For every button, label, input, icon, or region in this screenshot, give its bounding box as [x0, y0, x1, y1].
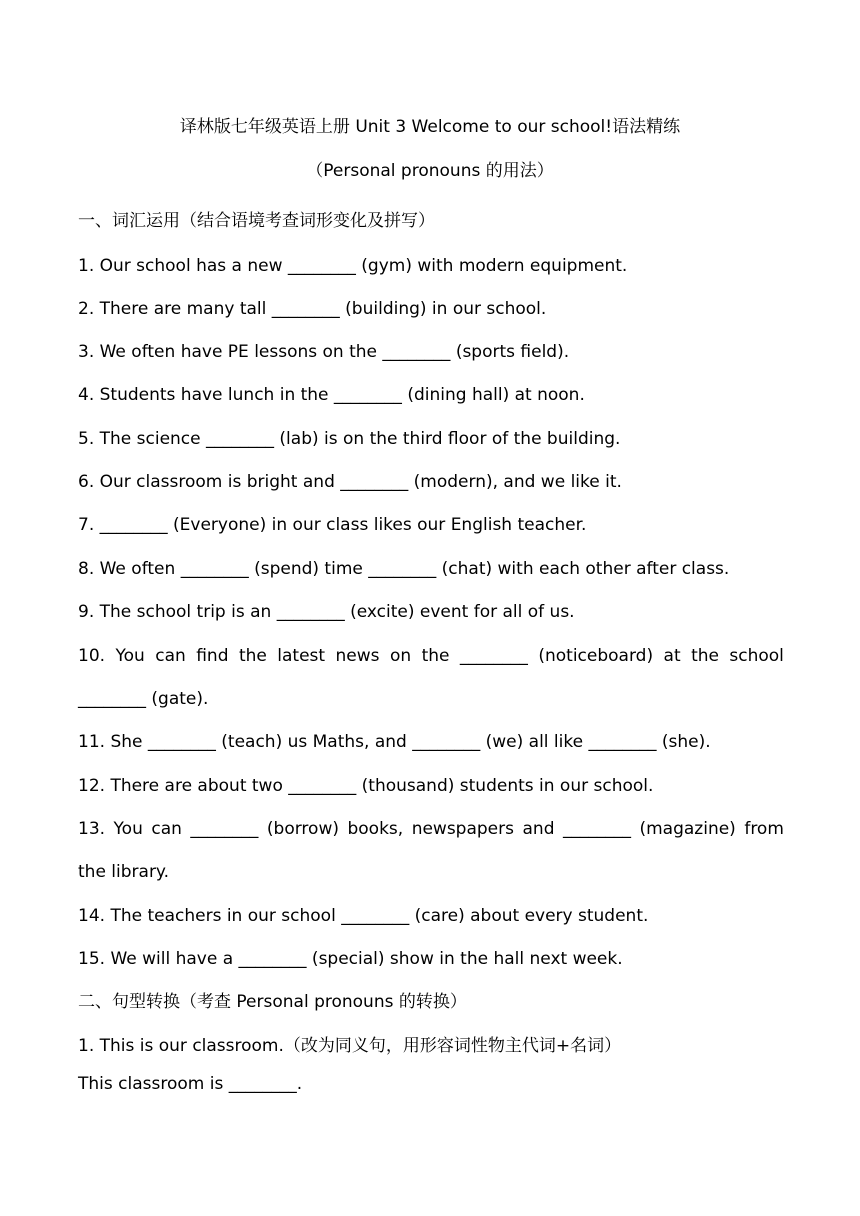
sentence-word: ________	[459, 646, 528, 666]
sentence-word: the	[238, 646, 267, 666]
sentence-word: from	[744, 819, 784, 839]
sentence-word: find	[196, 646, 229, 666]
sentence-word: can	[155, 646, 186, 666]
sentence-word: (magazine)	[639, 819, 736, 839]
page-subtitle: （Personal pronouns 的用法）	[306, 161, 554, 181]
exercise-item-3: 3. We often have PE lessons on the ________ (sports field).	[78, 342, 570, 362]
page-title: 译林版七年级英语上册 Unit 3 Welcome to our school!语法精练	[179, 117, 681, 137]
exercise-item-9: 9. The school trip is an ________ (excite) event for all of us.	[78, 602, 575, 622]
sentence-word: can	[151, 819, 182, 839]
exercise-item-13	[78, 817, 784, 841]
sentence-word: on	[389, 646, 412, 666]
sentence-word: ________	[190, 819, 259, 839]
section-1-heading: 一、词汇运用（结合语境考查词形变化及拼写）	[78, 211, 435, 231]
exercise-item-5: 5. The science ________ (lab) is on the third floor of the building.	[78, 429, 621, 449]
exercise-item-15: 15. We will have a ________ (special) show in the hall next week.	[78, 949, 623, 969]
exercise-item-11: 11. She ________ (teach) us Maths, and ________ (we) all like ________ (she).	[78, 732, 711, 752]
exercise-item-10	[78, 644, 784, 668]
exercise-item-14: 14. The teachers in our school ________ (care) about every student.	[78, 906, 649, 926]
sentence-word: (noticeboard)	[538, 646, 654, 666]
sentence-word: 10.	[78, 646, 106, 666]
sentence-word: You	[115, 646, 145, 666]
sentence-word: newspapers	[411, 819, 514, 839]
exercise-item-4: 4. Students have lunch in the ________ (dining hall) at noon.	[78, 385, 585, 405]
sentence-word: (borrow)	[266, 819, 339, 839]
sentence-word: school	[729, 646, 784, 666]
sentence-word: books,	[347, 819, 404, 839]
transform-item-1-answer-line: This classroom is ________.	[78, 1074, 303, 1094]
sentence-word: and	[522, 819, 555, 839]
sentence-word: ________	[562, 819, 631, 839]
exercise-item-8: 8. We often ________ (spend) time ________ (chat) with each other after class.	[78, 559, 730, 579]
sentence-word: news	[335, 646, 380, 666]
exercise-item-12: 12. There are about two ________ (thousand) students in our school.	[78, 776, 654, 796]
exercise-item-2: 2. There are many tall ________ (building) in our school.	[78, 299, 547, 319]
sentence-word: the	[691, 646, 719, 666]
sentence-word: 13.	[78, 819, 106, 839]
exercise-item-7: 7. ________ (Everyone) in our class likes our English teacher.	[78, 515, 587, 535]
transform-item-1: 1. This is our classroom.（改为同义句，用形容词性物主代词+名词）	[78, 1036, 622, 1056]
exercise-item-6: 6. Our classroom is bright and ________ (modern), and we like it.	[78, 472, 622, 492]
section-2-heading: 二、句型转换（考查 Personal pronouns 的转换）	[78, 992, 467, 1012]
exercise-item-1: 1. Our school has a new ________ (gym) with modern equipment.	[78, 256, 628, 276]
exercise-item-13-continuation: the library.	[78, 862, 169, 882]
sentence-word: the	[421, 646, 450, 666]
sentence-word: latest	[277, 646, 326, 666]
exercise-item-10-continuation: ________ (gate).	[78, 689, 209, 709]
sentence-word: You	[113, 819, 143, 839]
sentence-word: at	[663, 646, 681, 666]
